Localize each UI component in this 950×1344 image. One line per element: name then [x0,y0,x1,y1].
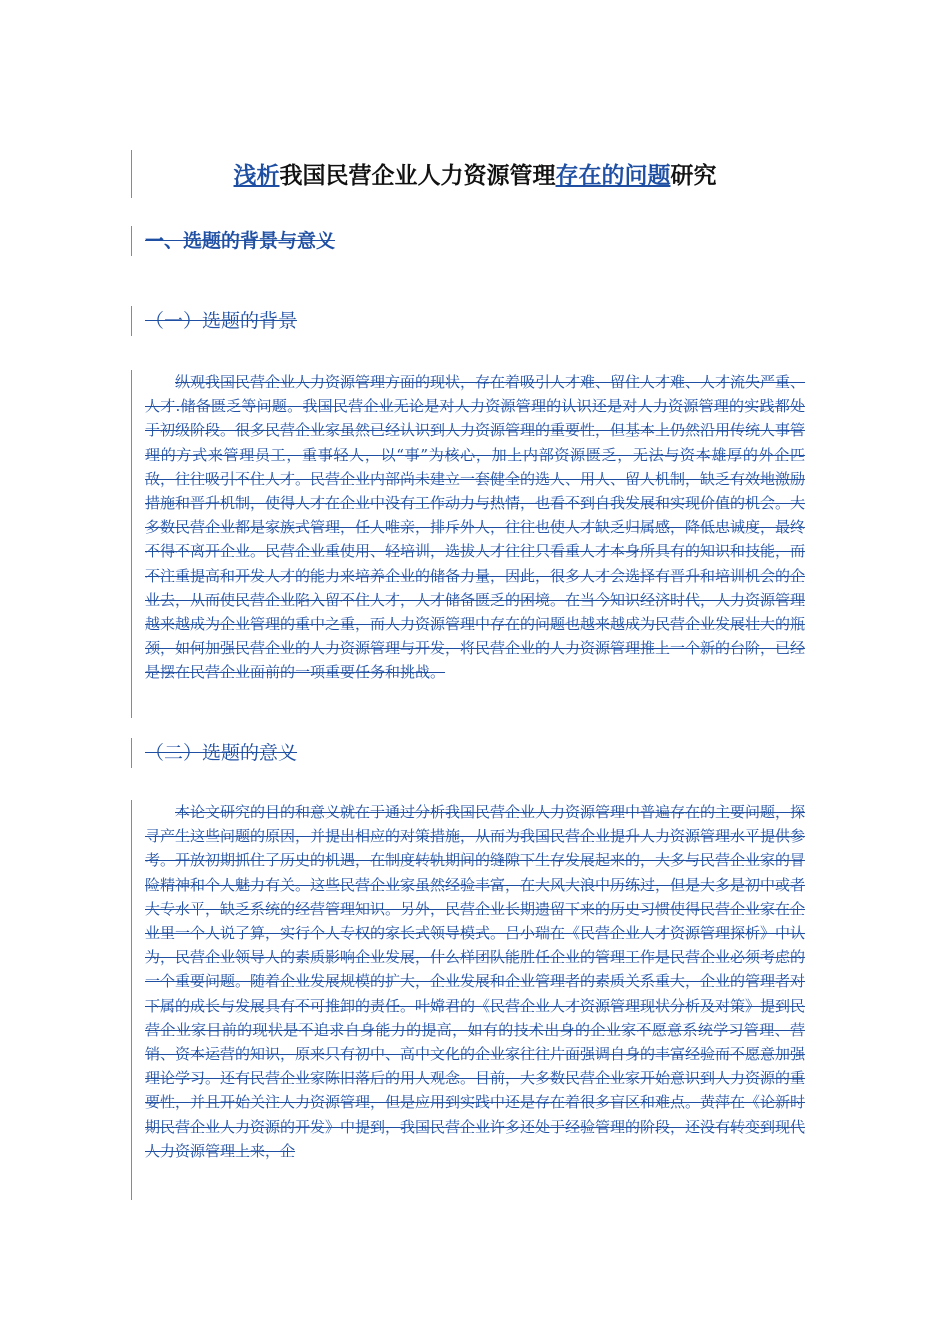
document-title [145,156,805,196]
revision-bar [131,738,132,768]
title-part-4: 研究 [670,162,717,189]
subsection-heading-significance: （二）选题的意义 [145,742,298,764]
background-paragraph: 纵观我国民营企业人力资源管理方面的现状，存在着吸引人才难、留住人才难、人才流失严重、人才.储备匮乏等问题。我国民营企业无论是对人力资源管理的认识还是对人力资源管理的实践都处于初级阶段。很多民营企业家虽然已经认识到人力资源管理的重要性，但基本上仍然沿用传统人事管理的方式来管理员工，重事轻人，以“事”为核心，加上内部资源匮乏，无法与资本雄厚的外企匹敌，往往吸引不住人才。民营企业内部尚未建立一套健全的选人、用人、留人机制，缺乏有效地激励措施和晋升机制，使得人才在企业中没有工作动力与热情，也看不到自我发展和实现价值的机会。大多数民营企业都是家族式管理，任人唯亲，排斥外人，往往也使人才缺乏归属感，降低忠诚度，最终不得不离开企业。民营企业重使用、轻培训，选拔人才往往只看重人才本身所具有的知识和技能，而不注重提高和开发人才的能力来培养企业的储备力量，因此，很多人才会选择有晋升和培训机会的企业去，从而使民营企业陷入留不住人才，人才储备匮乏的困境。在当今知识经济时代，人力资源管理越来越成为企业管理的重中之重，而人力资源管理中存在的问题也越来越成为民营企业发展壮大的瓶颈，如何加强民营企业的人力资源管理与开发，将民营企业的人力资源管理推上一个新的台阶，已经是摆在民营企业面前的一项重要任务和挑战。 [145,373,805,682]
revision-bar [131,800,132,1200]
title-tracked-part-1: 浅析 [233,162,280,189]
revision-bar [131,150,132,198]
title-tracked-part-3: 存在的问题 [555,162,671,189]
revision-bar [131,370,132,718]
title-part-2: 我国民营企业人力资源管理 [279,162,556,189]
revision-bar [131,226,132,256]
significance-paragraph: 本论文研究的目的和意义就在于通过分析我国民营企业人力资源管理中普遍存在的主要问题，探寻产生这些问题的原因，并提出相应的对策措施，从而为我国民营企业提升人力资源管理水平提供参考。开放初期抓住了历史的机遇，在制度转轨期间的缝隙下生存发展起来的，大多与民营企业家的冒险精神和个人魅力有关。这些民营企业家虽然经验丰富，在大风大浪中历练过，但是大多是初中或者大专水平，缺乏系统的经营管理知识。另外，民营企业长期遗留下来的历史习惯使得民营企业家在企业里一个人说了算，实行个人专权的家长式领导模式。吕小瑞在《民营企业人才资源管理探析》中认为，民营企业领导人的素质影响企业发展，什么样团队能胜任企业的管理工作是民营企业必须考虑的一个重要问题。随着企业发展规模的扩大，企业发展和企业管理者的素质关系重大，企业的管理者对下属的成长与发展具有不可推卸的责任。叶嫦君的《民营企业人才资源管理现状分析及对策》提到民营企业家目前的现状是不追求自身能力的提高，如有的技术出身的企业家不愿意系统学习管理、营销、资本运营的知识，原来只有初中、高中文化的企业家往往片面强调自身的丰富经验而不愿意加强理论学习。还有民营企业家陈旧落后的用人观念。目前，大多数民营企业家开始意识到人力资源的重要性，并且开始关注人力资源管理，但是应用到实践中还是存在着很多盲区和难点。黄萍在《论新时期民营企业人力资源的开发》中提到，我国民营企业许多还处于经验管理的阶段，还没有转变到现代人力资源管理上来，企 [145,803,805,1160]
subsection-heading-background: （一）选题的背景 [145,310,298,332]
section-heading-1: 一、选题的背景与意义 [145,230,336,252]
revision-bar [131,306,132,336]
